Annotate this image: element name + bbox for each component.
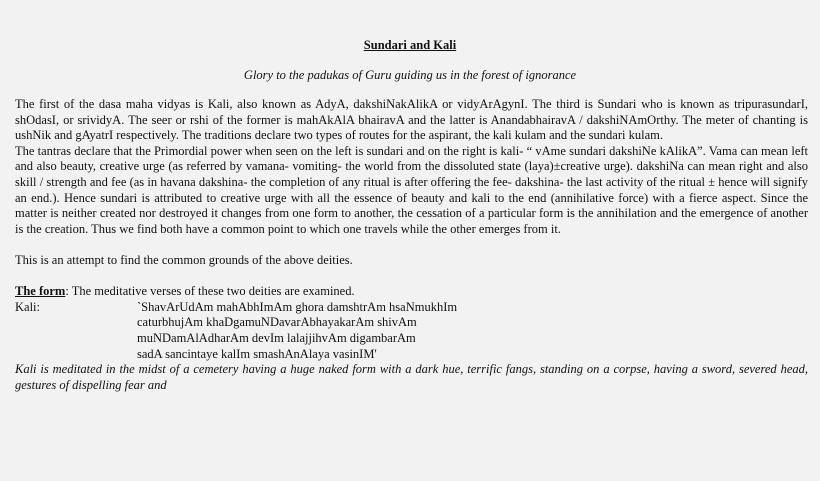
- verse-line: muNDamAlAdharAm devIm lalajjihvAm digambarAm: [137, 330, 416, 345]
- document-title: Sundari and Kali: [363, 38, 457, 52]
- verse-line: `ShavArUdAm mahAbhImAm ghora damshtrAm hsaNmukhIm: [137, 299, 458, 314]
- paragraph-tantras: The tantras declare that the Primordial power when seen on the left is sundari and on the right is kali- “ vAme sundari dakshiNe kAlikA”. Vama can mean left and also beauty, creative urge (as referred by vamana- vomiting- the world from the dissoluted state (laya)±creative urge). dakshiNa can mean right and also skill / strength and fee (as in havana dakshina- the completion of any ritual is after offering the fee- dakshina- the last activity of the ritual ± hence will signify an end.). Hence sundari is attributed to creative urge with all the essence of beauty and kali to the end (annihilative force) with a fierce aspect. Since the matter is neither created nor destroyed it changes from one form to another, the cessation of a particular form is the annihilation and the emergence of another is the creation. Thus we find both have a common point to which one travels while the other emerges from it.: [15, 143, 808, 236]
- form-section: [15, 284, 808, 300]
- kali-description: Kali is meditated in the midst of a cemetery having a huge naked form with a dark hue, terrific fangs, standing on a corpse, having a sword, severed head, gestures of dispelling fear and: [15, 362, 808, 392]
- verse-line: caturbhujAm khaDgamuNDavarAbhayakarAm shivAm: [137, 315, 417, 330]
- paragraph-attempt: This is an attempt to find the common grounds of the above deities.: [15, 252, 353, 267]
- form-heading: The form: [15, 284, 66, 299]
- kali-verse-row: [15, 300, 808, 316]
- spacer: [15, 269, 808, 285]
- form-intro: : The meditative verses of these two deities are examined.: [65, 284, 355, 299]
- document-body: [15, 97, 808, 393]
- kali-label: Kali:: [15, 299, 40, 314]
- paragraph-intro: The first of the dasa maha vidyas is Kali, also known as AdyA, dakshiNakAlikA or vidyArAgynI. The third is Sundari who is known as tripurasundarI, shOdasI, or srividyA. The seer or rshi of the former is mahAkAlA bhairavA and the latter is AnandabhairavA / dakshiNAmOrthy. The meter of chanting is ushNik and gAyatrI respectively. The traditions declare two types of routes for the aspirant, the kali kulam and the sundari kulam.: [15, 97, 808, 143]
- document-subtitle: Glory to the padukas of Guru guiding us in the forest of ignorance: [243, 68, 577, 82]
- spacer: [15, 237, 808, 253]
- verse-line: sadA sancintaye kalIm smashAnAlaya vasinIM': [137, 346, 377, 361]
